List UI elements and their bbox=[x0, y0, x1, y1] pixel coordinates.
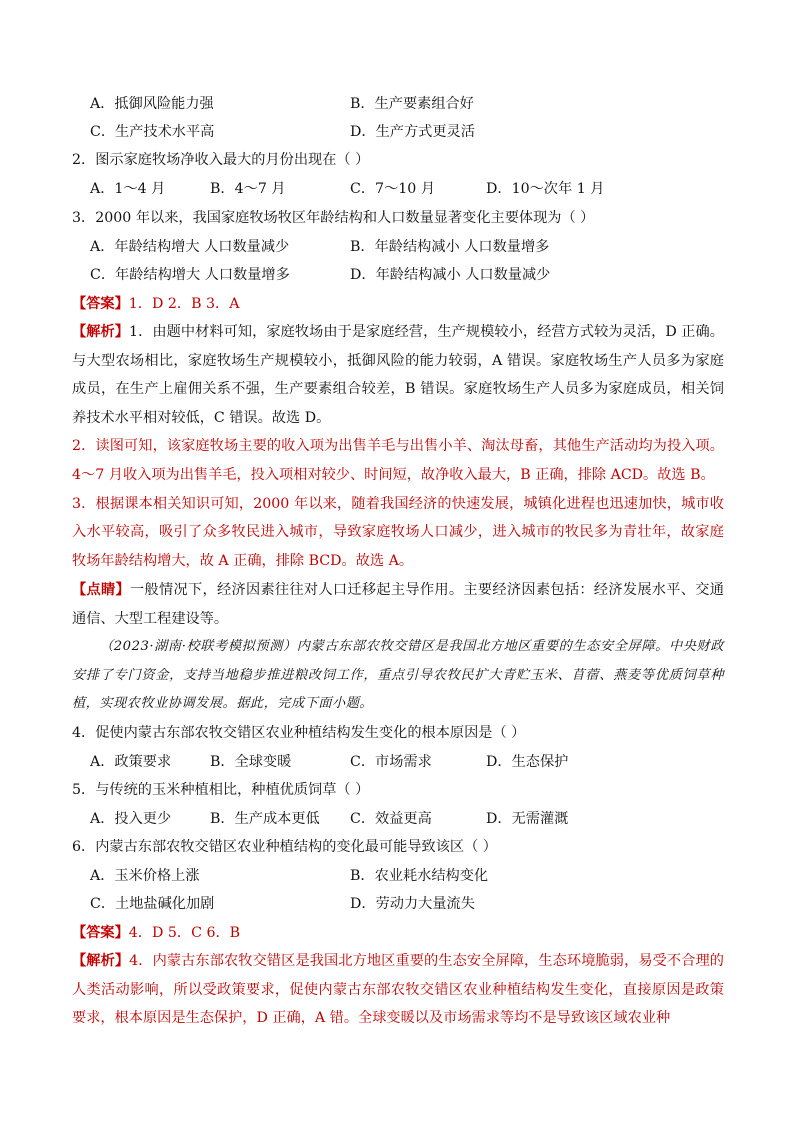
option-c[interactable]: C．年龄结构增大 人口数量增多 bbox=[90, 267, 290, 283]
analysis-tag: 【解析】 bbox=[72, 324, 130, 340]
analysis-tag: 【解析】 bbox=[72, 953, 130, 969]
option-b[interactable]: B．4～7 月 bbox=[210, 181, 286, 197]
option-d[interactable]: D．生态保护 bbox=[486, 754, 569, 770]
option-c[interactable]: C．生产技术水平高 bbox=[90, 124, 215, 140]
option-c[interactable]: C．7～10 月 bbox=[350, 181, 436, 197]
answer-tag: 【答案】 bbox=[72, 296, 129, 312]
option-a[interactable]: A．政策要求 bbox=[90, 754, 172, 770]
analysis-paragraph-1: 【解析】1．由题中材料可知，家庭牧场由于是家庭经营，生产规模较小，经营方式较为灵活，D 正确。与大型农场相比，家庭牧场生产规模较小，抵御风险的能力较弱，A 错误。家庭牧场生产人员多为家庭成员，在生产上雇佣关系不强，生产要素组合较差，B 错误。家庭牧场生产人员多为家庭成员，相关饲养技术水平相对较低，C 错误。故选 D。 bbox=[72, 324, 724, 426]
analysis-block-2 bbox=[72, 947, 724, 1033]
option-b[interactable]: B．生产要素组合好 bbox=[350, 96, 474, 112]
material-intro: （2023·湖南·校联考模拟预测）内蒙古东部农牧交错区是我国北方地区重要的生态安全屏障。中央财政安排了专门资金，支持当地稳步推进粮改饲工作，重点引导农牧民扩大青贮玉米、苜蓿、燕麦等优质饲草种植，实现农牧业协调发展。据此，完成下面小题。 bbox=[72, 639, 724, 712]
answer-tag: 【答案】 bbox=[72, 925, 129, 941]
answer-text: 1．D 2．B 3．A bbox=[128, 296, 240, 312]
option-b[interactable]: B．生产成本更低 bbox=[210, 811, 320, 827]
tip-tag: 【点睛】 bbox=[72, 582, 130, 598]
option-a[interactable]: A．年龄结构增大 人口数量减少 bbox=[90, 239, 290, 255]
option-a[interactable]: A．抵御风险能力强 bbox=[90, 96, 214, 112]
analysis-paragraph-3: 3．根据课本相关知识可知，2000 年以来，随着我国经济的快速发展，城镇化进程也迅速加快，城市收入水平较高，吸引了众多牧民进入城市，导致家庭牧场人口减少，进入城市的牧民多为青壮年，故家庭牧场年龄结构增大，故 A 正确，排除 BCD。故选 A。 bbox=[72, 495, 724, 569]
option-a[interactable]: A．玉米价格上涨 bbox=[90, 868, 200, 884]
option-c[interactable]: C．效益更高 bbox=[350, 811, 432, 827]
option-d[interactable]: D．10～次年 1 月 bbox=[486, 181, 605, 197]
tip-block bbox=[72, 576, 724, 633]
option-d[interactable]: D．无需灌溉 bbox=[486, 811, 569, 827]
option-b[interactable]: B．农业耗水结构变化 bbox=[350, 868, 489, 884]
document-page: A．抵御风险能力强 B．生产要素组合好 C．生产技术水平高 D．生产方式更灵活 2．图示家庭牧场净收入最大的月份出现在（ ） A．1～4 月 B．4～7 月 C．7～10 月 D．10～次年 1 月 3．2000 年以来，我国家庭牧场牧区年龄结构和人口数量显著变化主要体现为（ ） A．年龄结构增大 人口数量减少 B．年龄结构减小 人口数量增多 C．年龄结构增大 人口数量增多 D．年龄结构减小 人口数量减少 【答案】1．D 2．B 3．A 【解析】1．由题中材料可知，家庭牧场由于是家庭经营，生产规模较小，经营方式较为灵活，D 正确。与大型农场相比，家庭牧场生产规模较小，抵御风险的能力较弱，A 错误。家庭牧场生产人员多为家庭成员，在生产上雇佣关系不强，生产要素组合较差，B 错误。家庭牧场生产人员多为家庭成员，相关饲养技术水平相对较低，C 错误。故选 D。 2．读图可知，该家庭牧场主要的收入项为出售羊毛与出售小羊、淘汰母畜，其他生产活动均为投入项。4～7 月收入项为出售羊毛，投入项相对较少、时间短，故净收入最大，B 正确，排除 ACD。故选 B。 3．根据课本相关知识可知，2000 年以来，随着我国经济的快速发展，城镇化进程也迅速加快，城市收入水平较高，吸引了众多牧民进入城市，导致家庭牧场人口减少，进入城市的牧民多为青壮年，故家庭牧场年龄结构增大，故 A 正确，排除 BCD。故选 A。 【点睛】一般情况下，经济因素往往对人口迁移起主导作用。主要经济因素包括：经济发展水平、交通通信、大型工程建设等。 （2023·湖南·校联考模拟预测）内蒙古东部农牧交错区是我国北方地区重要的生态安全屏障。中央财政安排了专门资金，支持当地稳步推进粮改饲工作，重点引导农牧民扩大青贮玉米、苜蓿、燕麦等优质饲草种植，实现农牧业协调发展。据此，完成下面小题。 4．促使内蒙古东部农牧交错区农业种植结构发生变化的根本原因是（ ） A．政策要求 B．全球变暖 C．市场需求 D．生态保护 5．与传统的玉米种植相比，种植优质饲草（ ） A．投入更少 B．生产成本更低 C．效益更高 D．无需灌溉 6．内蒙古东部农牧交错区农业种植结构的变化最可能导致该区（ ） A．玉米价格上涨 B．农业耗水结构变化 C．土地盐碱化加剧 D．劳动力大量流失 【答案】4．D 5．C 6．B 【解析】4．内蒙古东部农牧交错区是我国北方地区重要的生态安全屏障，生态环境脆弱，易受不合理的人类活动影响，所以受政策要求，促使内蒙古东部农牧交错区农业种植结构发生变化，直接原因是政策要求，根本原因是生态保护，D 正确，A 错。全球变暖以及市场需求等均不是导致该区域农业种 bbox=[0, 0, 794, 1123]
analysis-paragraph-2: 2．读图可知，该家庭牧场主要的收入项为出售羊毛与出售小羊、淘汰母畜，其他生产活动均为投入项。4～7 月收入项为出售羊毛，投入项相对较少、时间短，故净收入最大，B 正确，排除 ACD。故选 B。 bbox=[72, 438, 724, 483]
option-a[interactable]: A．投入更少 bbox=[90, 811, 172, 827]
option-c[interactable]: C．市场需求 bbox=[350, 754, 432, 770]
option-d[interactable]: D．生产方式更灵活 bbox=[350, 124, 475, 140]
option-d[interactable]: D．劳动力大量流失 bbox=[350, 896, 475, 912]
tip-text: 一般情况下，经济因素往往对人口迁移起主导作用。主要经济因素包括：经济发展水平、交通通信、大型工程建设等。 bbox=[72, 582, 724, 627]
option-a[interactable]: A．1～4 月 bbox=[90, 181, 166, 197]
answer-text: 4．D 5．C 6．B bbox=[128, 925, 241, 941]
option-d[interactable]: D．年龄结构减小 人口数量减少 bbox=[350, 267, 551, 283]
option-b[interactable]: B．全球变暖 bbox=[210, 754, 292, 770]
analysis-paragraph-1: 4．内蒙古东部农牧交错区是我国北方地区重要的生态安全屏障，生态环境脆弱，易受不合理的人类活动影响，所以受政策要求，促使内蒙古东部农牧交错区农业种植结构发生变化，直接原因是政策要求，根本原因是生态保护，D 正确，A 错。全球变暖以及市场需求等均不是导致该区域农业种 bbox=[72, 953, 724, 1027]
analysis-block-1 bbox=[72, 318, 724, 575]
option-b[interactable]: B．年龄结构减小 人口数量增多 bbox=[350, 239, 550, 255]
option-c[interactable]: C．土地盐碱化加剧 bbox=[90, 896, 215, 912]
